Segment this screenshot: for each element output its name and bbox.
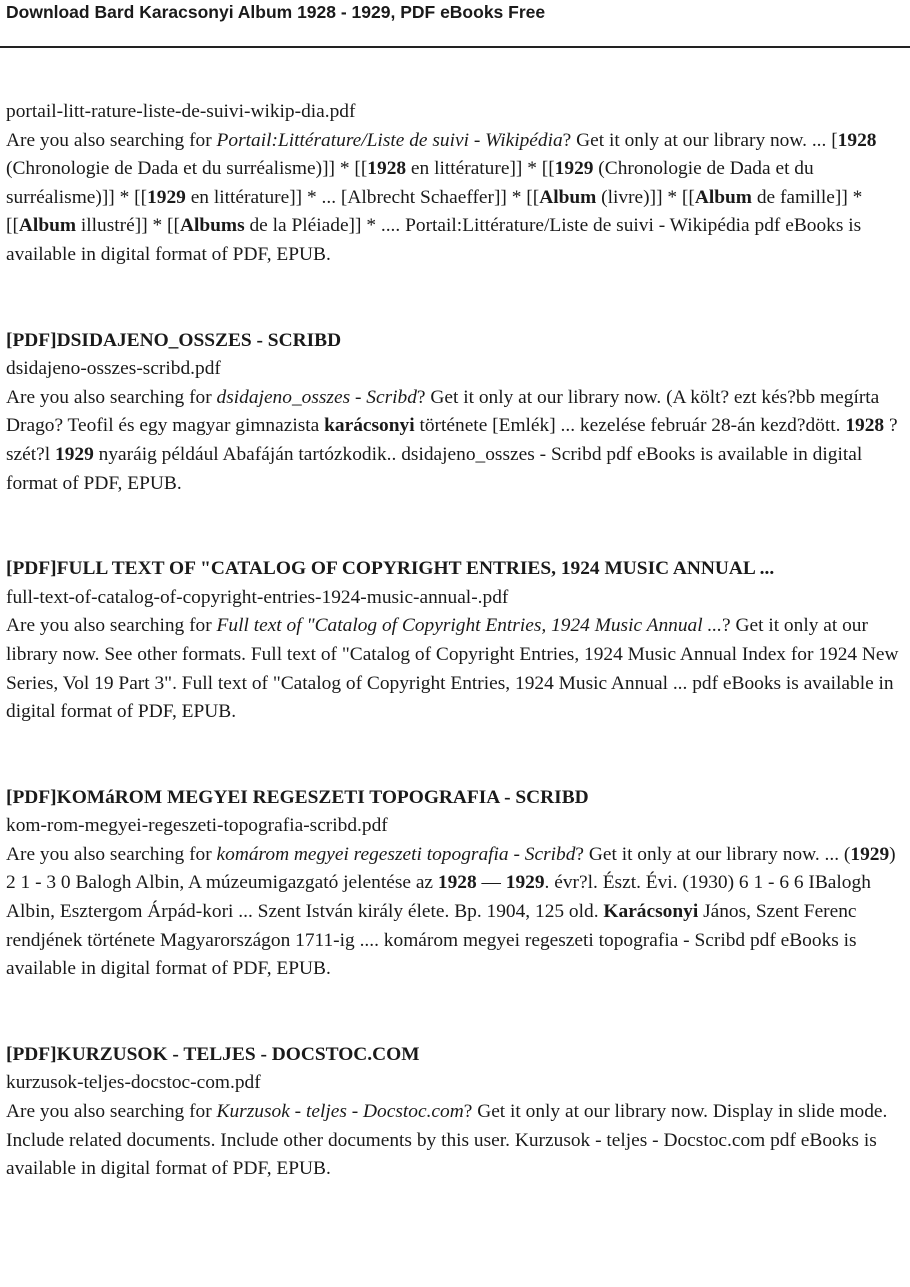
result-filename: kurzusok-teljes-docstoc-com.pdf bbox=[6, 1072, 261, 1094]
highlight-term: Karácsonyi bbox=[603, 901, 699, 923]
result-item bbox=[6, 555, 906, 727]
description-text: Are you also searching for bbox=[6, 386, 217, 408]
result-item bbox=[6, 98, 906, 270]
highlight-term: karácsonyi bbox=[324, 415, 415, 437]
highlight-term: 1929 bbox=[850, 843, 890, 865]
result-filename: full-text-of-catalog-of-copyright-entries-1924-music-annual-.pdf bbox=[6, 586, 509, 608]
highlight-term: 1929 bbox=[147, 186, 186, 208]
results-list bbox=[6, 98, 906, 1184]
result-title-link[interactable]: [PDF]DSIDAJENO_OSSZES - SCRIBD bbox=[6, 329, 342, 351]
result-description bbox=[6, 841, 906, 984]
highlight-term: 1929 bbox=[55, 443, 94, 465]
description-text: ? Get it only at our library now. ... ( bbox=[575, 843, 851, 865]
description-text: története [Emlék] ... kezelése február 28-án kezd?dött. bbox=[414, 415, 846, 437]
highlight-term: 1929 bbox=[554, 158, 594, 180]
result-description bbox=[6, 612, 906, 726]
description-text: (Chronologie de Dada et du surréalisme)]] * [[ bbox=[6, 158, 368, 180]
highlight-term: 1928 bbox=[367, 158, 407, 180]
result-description bbox=[6, 1098, 906, 1184]
description-text: (livre)]] * [[ bbox=[596, 186, 695, 208]
search-title-italic: Full text of "Catalog of Copyright Entries, 1924 Music Annual ... bbox=[216, 615, 723, 637]
highlight-term: 1928 bbox=[437, 872, 477, 894]
result-title-link[interactable]: [PDF]KURZUSOK - TELJES - DOCSTOC.COM bbox=[6, 1043, 420, 1065]
description-text: Are you also searching for bbox=[6, 615, 217, 637]
highlight-term: Album bbox=[18, 215, 77, 237]
description-text: Are you also searching for bbox=[6, 1101, 217, 1123]
result-title-link[interactable]: [PDF]KOMáROM MEGYEI REGESZETI TOPOGRAFIA - SCRIBD bbox=[6, 786, 589, 808]
result-title-link[interactable]: [PDF]FULL TEXT OF "CATALOG OF COPYRIGHT ENTRIES, 1924 MUSIC ANNUAL ... bbox=[6, 558, 775, 580]
highlight-term: Album bbox=[694, 186, 752, 208]
search-title-italic: dsidajeno_osszes - Scribd bbox=[216, 386, 417, 408]
description-text: (Chronologie de Dada et du surréalisme)]] * [[ bbox=[6, 158, 814, 208]
page-header bbox=[6, 0, 904, 26]
result-item bbox=[6, 1041, 906, 1184]
highlight-term: 1929 bbox=[505, 872, 545, 894]
search-title-italic: Portail:Littérature/Liste de suivi - Wikipédia bbox=[216, 129, 563, 151]
search-title-italic: Kurzusok - teljes - Docstoc.com bbox=[216, 1101, 464, 1123]
highlight-term: Albums bbox=[179, 215, 245, 237]
description-text: . évr?l. Észt. Évi. (1930) 6 1 - 6 6 IBalogh Albin, Esztergom Árpád-kori ... Szent István király élete. Bp. 1904, 125 old. bbox=[6, 872, 871, 923]
search-title-italic: komárom megyei regeszeti topografia - Scribd bbox=[216, 843, 576, 865]
description-text: de famille]] * [[ bbox=[6, 186, 863, 237]
description-text: en littérature]] * [[ bbox=[406, 158, 555, 180]
result-filename: dsidajeno-osszes-scribd.pdf bbox=[6, 358, 221, 380]
result-description bbox=[6, 127, 906, 270]
result-filename: portail-litt-rature-liste-de-suivi-wikip-dia.pdf bbox=[6, 101, 356, 122]
result-item bbox=[6, 327, 906, 499]
description-text: János, Szent Ferenc rendjének története Magyarországon 1711-ig .... komárom megyei regeszeti topografia - Scribd pdf eBooks is available in digital format of PDF, EPUB. bbox=[6, 901, 857, 980]
description-text: illustré]] * [[ bbox=[76, 215, 180, 237]
result-item bbox=[6, 784, 906, 984]
highlight-term: Album bbox=[539, 186, 597, 208]
description-text: ? Get it only at our library now. ... [ bbox=[562, 129, 838, 151]
highlight-term: 1928 bbox=[845, 415, 885, 437]
page-title: Download Bard Karacsonyi Album 1928 - 1929, PDF eBooks Free bbox=[6, 2, 546, 22]
header-divider bbox=[0, 46, 910, 48]
description-text: Are you also searching for bbox=[6, 129, 217, 151]
description-text: ?szét?l bbox=[6, 415, 898, 465]
description-text: en littérature]] * ... [Albrecht Schaeffer]] * [[ bbox=[185, 186, 540, 208]
description-text: nyaráig például Abafáján tartózkodik.. dsidajeno_osszes - Scribd pdf eBooks is available in digital format of PDF, EPUB. bbox=[6, 443, 863, 494]
description-text: ) 2 1 - 3 0 Balogh Albin, A múzeumigazgató jelentése az bbox=[6, 843, 896, 894]
result-description bbox=[6, 384, 906, 498]
highlight-term: 1928 bbox=[837, 129, 877, 151]
result-filename: kom-rom-megyei-regeszeti-topografia-scribd.pdf bbox=[6, 815, 388, 837]
description-text: ? Get it only at our library now. Display in slide mode. Include related documents. Include other documents by this user. Kurzusok - teljes - Docstoc.com pdf eBooks is available in digital format of PDF, EPUB. bbox=[6, 1101, 888, 1180]
description-text: de la Pléiade]] * .... Portail:Littérature/Liste de suivi - Wikipédia pdf eBooks is available in digital format of PDF, EPUB. bbox=[6, 215, 862, 265]
description-text: ? Get it only at our library now. (A költ? ezt kés?bb megírta Drago? Teofil és egy magyar gimnazista bbox=[6, 386, 880, 437]
description-text: Are you also searching for bbox=[6, 843, 217, 865]
description-text: ? Get it only at our library now. See other formats. Full text of "Catalog of Copyright Entries, 1924 Music Annual Index for 1924 New Series, Vol 19 Part 3". Full text of "Catalog of Copyright Entries, 1924 Music Annual ... pdf eBooks is available in digital format of PDF, EPUB. bbox=[6, 615, 899, 723]
description-text: — bbox=[476, 872, 506, 894]
